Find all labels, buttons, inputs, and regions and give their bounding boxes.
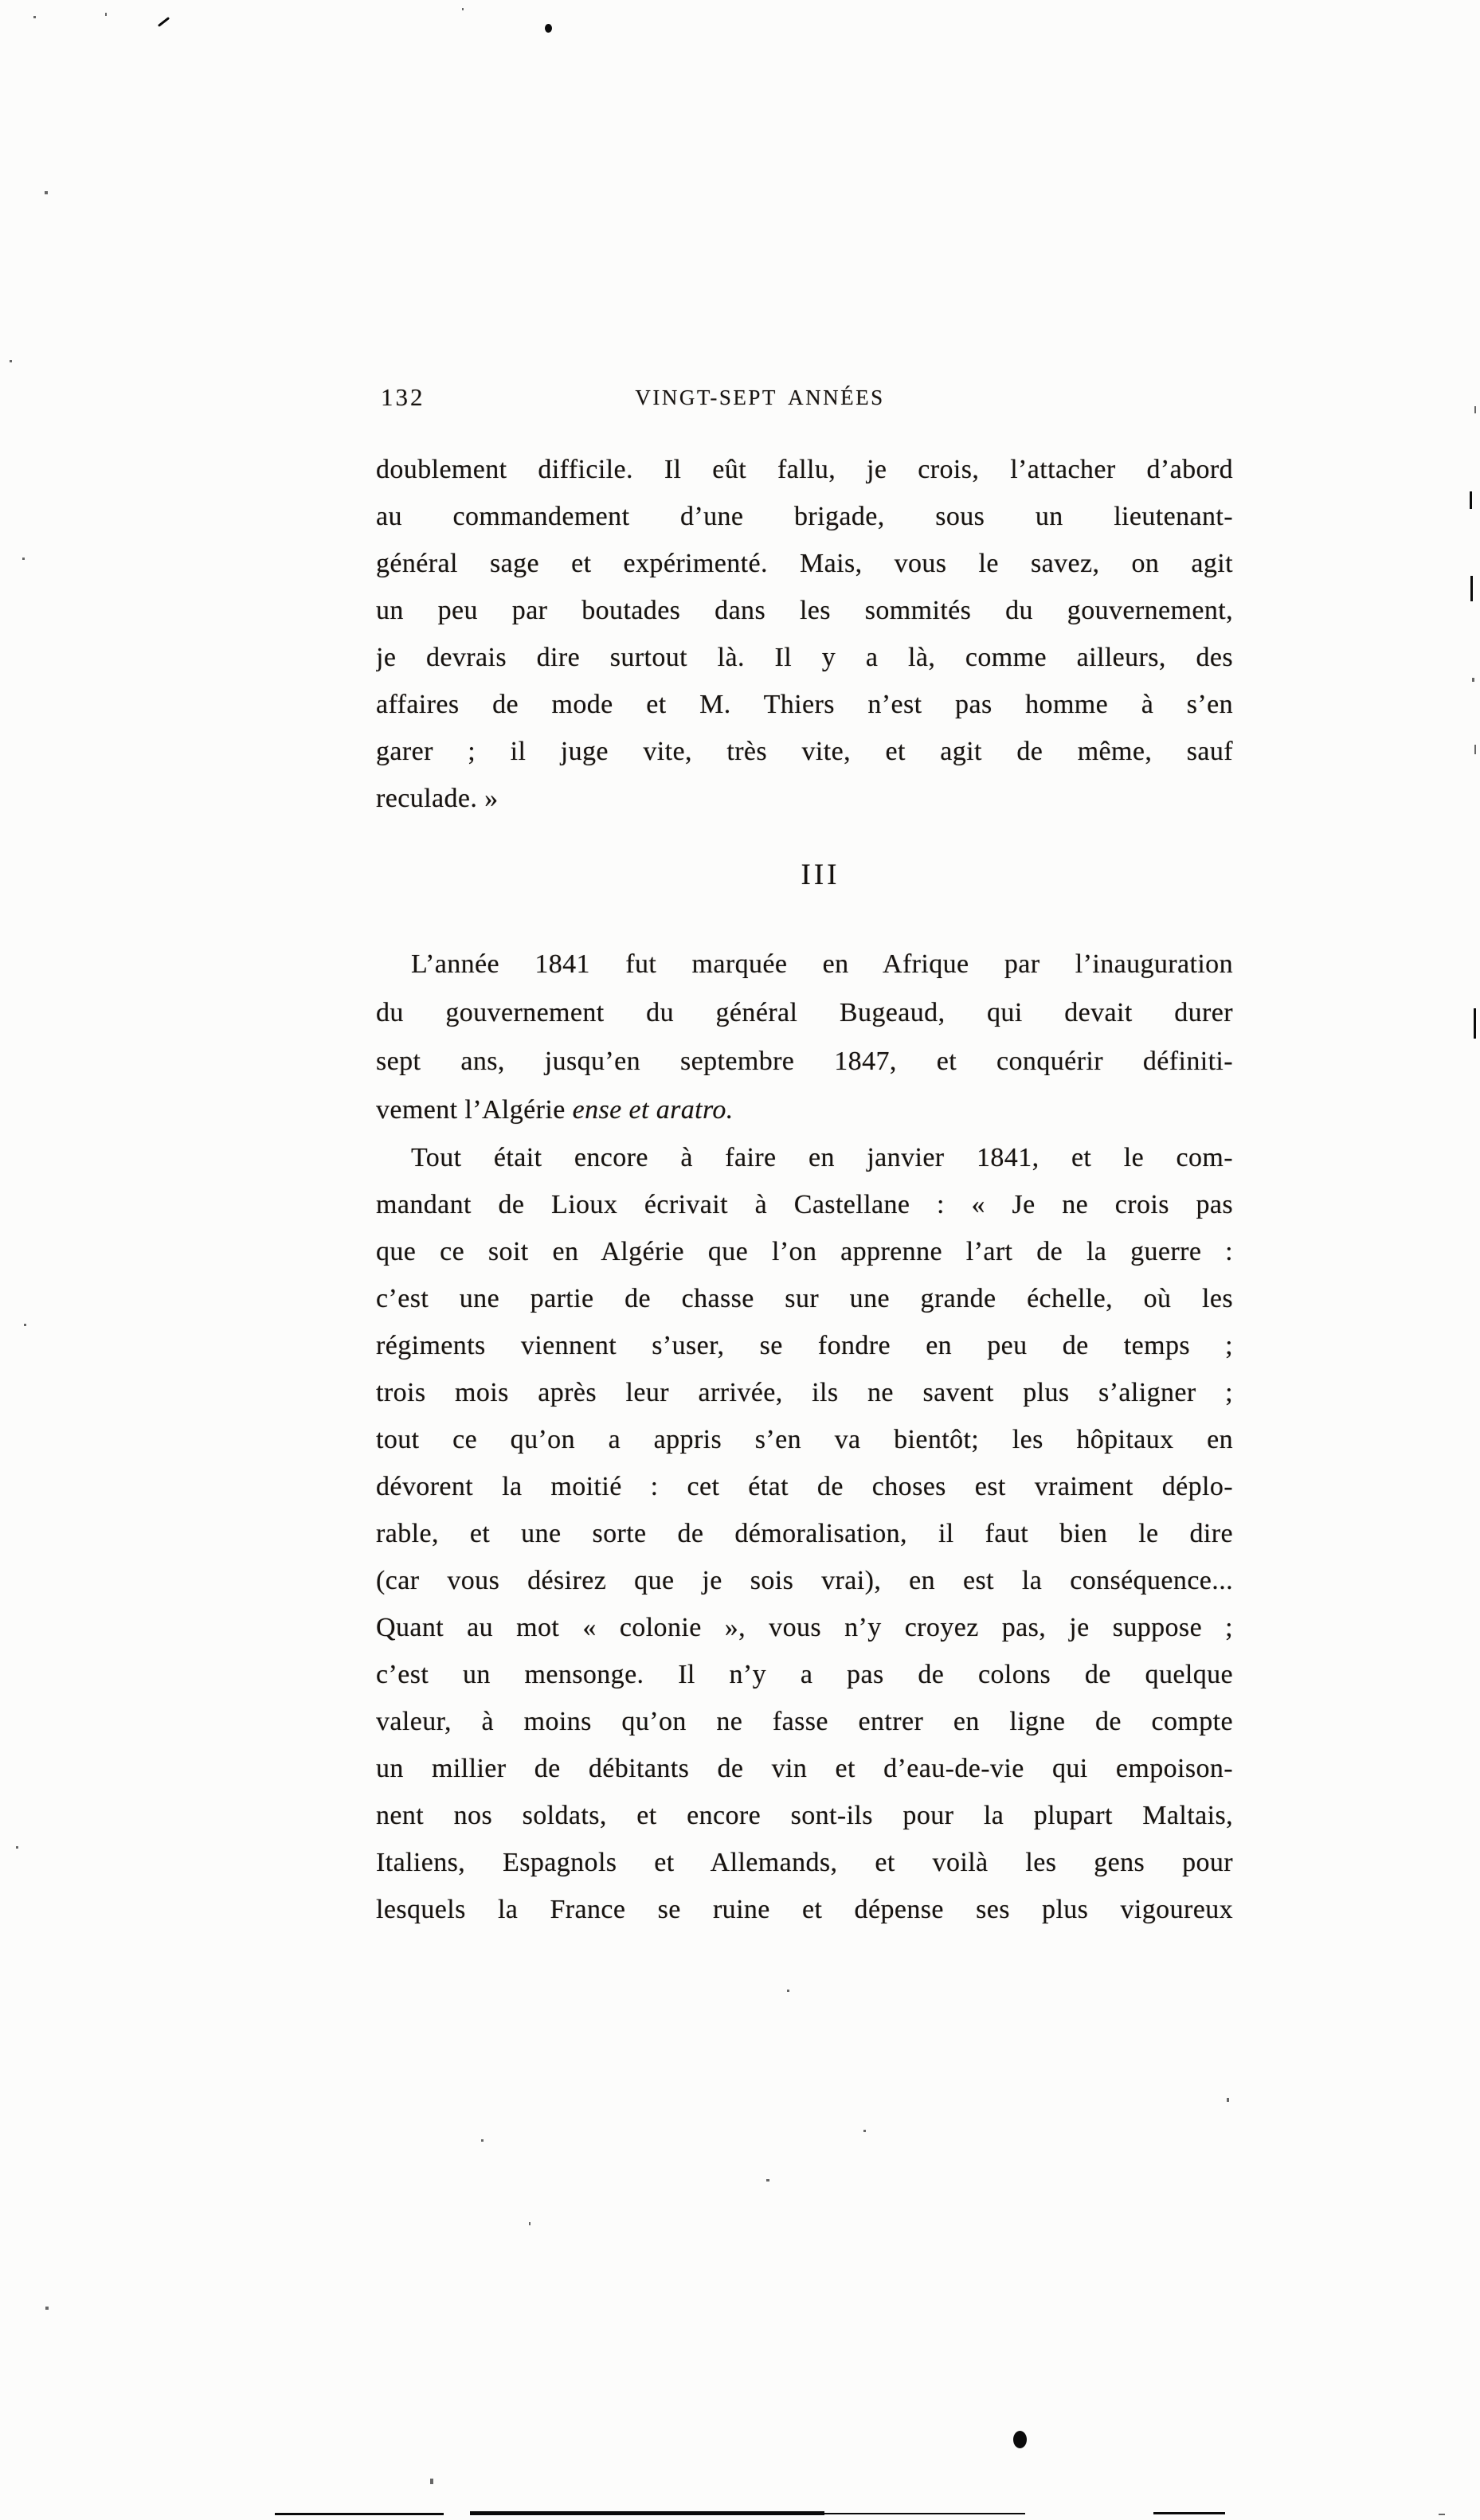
text-line: un millier de débitants de vin et d’eau-de-vie qui empoison- xyxy=(376,1754,1233,1783)
paragraph-1 xyxy=(376,446,1233,822)
text-line: Tout était encore à faire en janvier 1841, et le com- xyxy=(411,1143,1233,1172)
running-title: VINGT-SEPT ANNÉES xyxy=(635,385,885,409)
dust-speck xyxy=(45,191,48,194)
edge-mark xyxy=(1470,576,1473,601)
text-line: Italiens, Espagnols et Allemands, et voilà les gens pour xyxy=(376,1848,1233,1877)
dust-speck xyxy=(481,2139,484,2142)
text-line: dévorent la moitié : cet état de choses est vraiment déplo- xyxy=(376,1472,1233,1501)
text-line: nent nos soldats, et encore sont-ils pour la plupart Maltais, xyxy=(376,1801,1233,1830)
page-bottom-edge xyxy=(470,2511,824,2515)
text-line: affaires de mode et M. Thiers n’est pas homme à s’en xyxy=(376,690,1233,719)
dust-speck xyxy=(22,558,25,560)
text-line: je devrais dire surtout là. Il y a là, comme ailleurs, des xyxy=(376,643,1233,672)
dust-speck xyxy=(24,1324,26,1326)
dust-speck xyxy=(45,2307,49,2310)
text-line xyxy=(376,1086,1233,1134)
text-line: lesquels la France se ruine et dépense ses plus vigoureux xyxy=(376,1895,1233,1924)
text-line: régiments viennent s’user, se fondre en peu de temps ; xyxy=(376,1331,1233,1360)
edge-mark xyxy=(1474,745,1476,754)
dust-speck xyxy=(462,8,464,10)
section-heading: III xyxy=(801,859,840,891)
edge-mark xyxy=(1470,491,1472,509)
dust-speck xyxy=(430,2479,433,2484)
dust-speck xyxy=(787,1990,789,1992)
text-line: du gouvernement du général Bugeaud, qui devait durer xyxy=(376,998,1233,1027)
ink-spot xyxy=(545,24,552,33)
text-line: garer ; il juge vite, très vite, et agit de même, sauf xyxy=(376,737,1233,766)
text-line: que ce soit en Algérie que l’on apprenne l’art de la guerre : xyxy=(376,1237,1233,1266)
edge-mark xyxy=(1474,1008,1476,1039)
text-line: trois mois après leur arrivée, ils ne savent plus s’aligner ; xyxy=(376,1378,1233,1407)
dust-speck xyxy=(766,2179,769,2182)
page-number: 132 xyxy=(381,383,425,411)
running-head xyxy=(376,382,1233,413)
dust-speck xyxy=(10,360,12,362)
edge-mark xyxy=(1472,678,1474,682)
page-bottom-edge xyxy=(824,2513,1025,2514)
latin-phrase-italic: ense et aratro. xyxy=(572,1095,734,1125)
text-line: mandant de Lioux écrivait à Castellane : « Je ne crois pas xyxy=(376,1190,1233,1219)
text-line: au commandement d’une brigade, sous un lieutenant- xyxy=(376,502,1233,531)
text-line: valeur, à moins qu’on ne fasse entrer en ligne de compte xyxy=(376,1707,1233,1736)
edge-mark xyxy=(1474,406,1476,413)
page-bottom-edge xyxy=(275,2513,444,2515)
text-line: doublement difficile. Il eût fallu, je crois, l’attacher d’abord xyxy=(376,455,1233,484)
dust-speck xyxy=(33,16,36,18)
dust-speck xyxy=(863,2130,866,2132)
text-line: rable, et une sorte de démoralisation, il faut bien le dire xyxy=(376,1519,1233,1548)
dust-speck xyxy=(105,13,107,16)
text-line: un peu par boutades dans les sommités du gouvernement, xyxy=(376,596,1233,625)
paragraph-2 xyxy=(376,940,1233,1134)
dust-speck xyxy=(529,2222,531,2225)
paragraph-3 xyxy=(376,1134,1233,1933)
dust-speck xyxy=(1227,2098,1229,2102)
text-line: sept ans, jusqu’en septembre 1847, et conquérir définiti- xyxy=(376,1047,1233,1076)
text-line: c’est un mensonge. Il n’y a pas de colons de quelque xyxy=(376,1660,1233,1689)
ink-spot xyxy=(1013,2431,1027,2448)
text-line: (car vous désirez que je sois vrai), en est la conséquence... xyxy=(376,1566,1233,1595)
scratch-mark xyxy=(158,17,170,27)
page-bottom-edge xyxy=(1153,2512,1225,2514)
text-line: Quant au mot « colonie », vous n’y croyez pas, je suppose ; xyxy=(376,1613,1233,1642)
text-line: tout ce qu’on a appris s’en va bientôt; les hôpitaux en xyxy=(376,1425,1233,1454)
text-line: reculade. » xyxy=(376,784,499,813)
text-line: c’est une partie de chasse sur une grande échelle, où les xyxy=(376,1284,1233,1313)
text-roman: vement l’Algérie xyxy=(376,1095,573,1125)
dust-speck xyxy=(16,1846,18,1849)
text-line: général sage et expérimenté. Mais, vous le savez, on agit xyxy=(376,549,1233,578)
text-line: L’année 1841 fut marquée en Afrique par l’inauguration xyxy=(411,949,1233,979)
page-bottom-edge xyxy=(1439,2514,1445,2515)
